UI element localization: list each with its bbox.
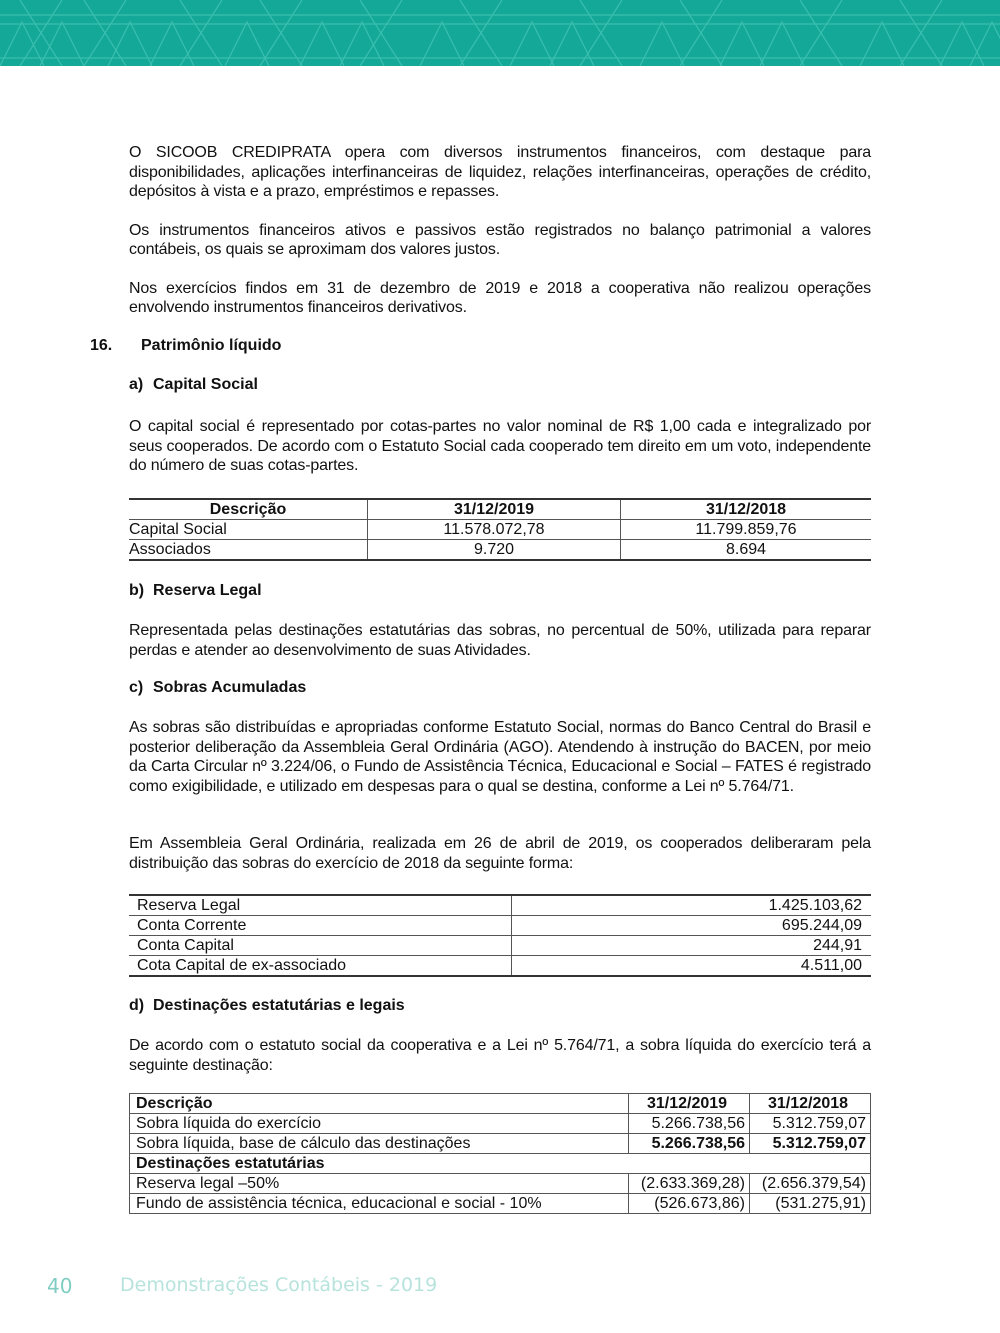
row-value-2018: (531.275,91) — [750, 1194, 871, 1214]
header-2019: 31/12/2019 — [368, 499, 621, 520]
row-label: Associados — [129, 540, 368, 561]
table-row — [129, 540, 871, 561]
row-value-2019: 5.266.738,56 — [629, 1114, 750, 1134]
row-value-2019: 9.720 — [368, 540, 621, 561]
section-heading — [90, 337, 281, 355]
subsection-a-heading — [129, 376, 871, 394]
intro-text — [129, 143, 871, 318]
subsection-c-heading — [129, 679, 871, 697]
intro-paragraph-2: Os instrumentos financeiros ativos e passivos estão registrados no balanço patrimonial a valores contábeis, os quais se aproximam dos valores justos. — [129, 221, 871, 258]
row-value: 244,91 — [512, 936, 872, 956]
page-number: 40 — [47, 1274, 73, 1298]
row-label: Sobra líquida do exercício — [130, 1114, 629, 1134]
table-row — [129, 956, 871, 977]
row-value: 4.511,00 — [512, 956, 872, 977]
header-descricao: Descrição — [130, 1094, 629, 1114]
subsection-b-heading — [129, 582, 871, 600]
row-label: Conta Capital — [129, 936, 512, 956]
row-label: Cota Capital de ex-associado — [129, 956, 512, 977]
header-descricao: Descrição — [129, 499, 368, 520]
row-value-2019: (2.633.369,28) — [629, 1174, 750, 1194]
destinacoes-table-wrap — [129, 1093, 871, 1214]
row-value: 1.425.103,62 — [512, 895, 872, 916]
sobras-paragraph-1: As sobras são distribuídas e apropriadas conforme Estatuto Social, normas do Banco Central do Brasil e posterior deliberação da Assembleia Geral Ordinária (AGO). Atendendo à instrução do BACEN, por meio da Carta Circular nº 3.224/06, o Fundo de Assistência Técnica, Educacional e Social – FATES é registrado como exigibilidade, e utilizado em despesas para o qual se destina, conforme a Lei nº 5.764/71. — [129, 719, 871, 795]
table-group-row — [130, 1154, 871, 1174]
section-title: Patrimônio líquido — [141, 337, 282, 354]
table-row — [130, 1194, 871, 1214]
row-label: Fundo de assistência técnica, educacional e social - 10% — [130, 1194, 629, 1214]
row-label: Sobra líquida, base de cálculo das destinações — [130, 1134, 629, 1154]
destinacoes-paragraph: De acordo com o estatuto social da cooperativa e a Lei nº 5.764/71, a sobra líquida do exercício terá a seguinte destinação: — [129, 1037, 871, 1074]
destinacoes-table — [129, 1093, 871, 1214]
capital-social-paragraph: O capital social é representado por cotas-partes no valor nominal de R$ 1,00 cada e integralizado por seus cooperados. De acordo com o Estatuto Social cada cooperado tem direito em um voto, independente do número de suas cotas-partes. — [129, 418, 871, 474]
row-value-2018: 8.694 — [621, 540, 872, 561]
capital-social-table-wrap — [129, 498, 871, 561]
reserva-legal-paragraph: Representada pelas destinações estatutárias das sobras, no percentual de 50%, utilizada para reparar perdas e atender ao desenvolvimento de suas Atividades. — [129, 622, 871, 659]
row-value-2019: 5.266.738,56 — [629, 1134, 750, 1154]
banner-pattern-icon — [0, 0, 1000, 66]
row-label: Reserva legal –50% — [130, 1174, 629, 1194]
intro-paragraph-3: Nos exercícios findos em 31 de dezembro de 2019 e 2018 a cooperativa não realizou operações envolvendo instrumentos financeiros derivativos. — [129, 279, 871, 316]
row-label: Reserva Legal — [129, 895, 512, 916]
table-row — [130, 1174, 871, 1194]
header-banner — [0, 0, 1000, 66]
sobras-paragraph-2: Em Assembleia Geral Ordinária, realizada em 26 de abril de 2019, os cooperados deliberaram pela distribuição das sobras do exercício de 2018 da seguinte forma: — [129, 835, 871, 872]
section-number: 16. — [90, 337, 113, 354]
page-footer — [0, 1274, 1000, 1304]
subsection-c-title: Sobras Acumuladas — [153, 679, 307, 696]
subsection-a-title: Capital Social — [153, 376, 258, 393]
row-value-2019: (526.673,86) — [629, 1194, 750, 1214]
row-label: Conta Corrente — [129, 916, 512, 936]
row-value-2018: 5.312.759,07 — [750, 1134, 871, 1154]
row-value: 695.244,09 — [512, 916, 872, 936]
table-row — [129, 895, 871, 916]
subsection-b-title: Reserva Legal — [153, 582, 262, 599]
table-row — [130, 1134, 871, 1154]
table-header-row — [130, 1094, 871, 1114]
sobras-distribution-table-wrap — [129, 894, 871, 977]
row-value-2019: 11.578.072,78 — [368, 520, 621, 540]
header-2018: 31/12/2018 — [621, 499, 872, 520]
footer-title: Demonstrações Contábeis - 2019 — [120, 1274, 438, 1296]
sobras-distribution-table — [129, 894, 871, 977]
table-header-row — [129, 499, 871, 520]
group-label: Destinações estatutárias — [130, 1154, 871, 1174]
subsection-d-heading — [129, 997, 871, 1015]
row-value-2018: 11.799.859,76 — [621, 520, 872, 540]
subsection-d-title: Destinações estatutárias e legais — [153, 997, 405, 1014]
subsection-d-letter: d) — [129, 997, 145, 1014]
table-row — [130, 1114, 871, 1134]
row-label: Capital Social — [129, 520, 368, 540]
row-value-2018: (2.656.379,54) — [750, 1174, 871, 1194]
row-value-2018: 5.312.759,07 — [750, 1114, 871, 1134]
capital-social-table — [129, 498, 871, 561]
subsection-a-letter: a) — [129, 376, 144, 393]
subsection-c-letter: c) — [129, 679, 144, 696]
table-row — [129, 520, 871, 540]
subsection-b-letter: b) — [129, 582, 145, 599]
header-2018: 31/12/2018 — [750, 1094, 871, 1114]
table-row — [129, 916, 871, 936]
intro-paragraph-1: O SICOOB CREDIPRATA opera com diversos instrumentos financeiros, com destaque para disponibilidades, aplicações interfinanceiras de liquidez, relações interfinanceiras, operações de crédito, depósitos à vista e a prazo, empréstimos e repasses. — [129, 144, 871, 200]
table-row — [129, 936, 871, 956]
header-2019: 31/12/2019 — [629, 1094, 750, 1114]
